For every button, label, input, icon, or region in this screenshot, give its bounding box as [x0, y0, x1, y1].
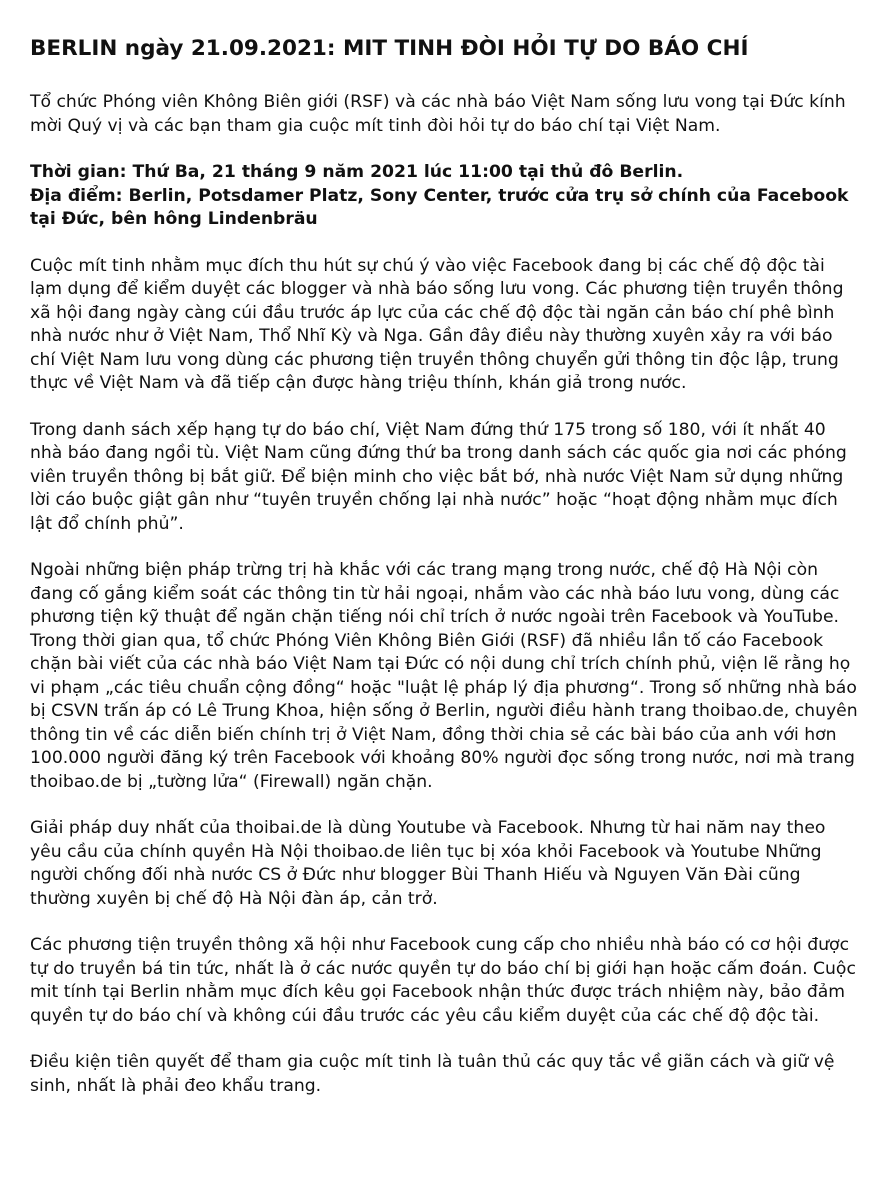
body-paragraph: Điều kiện tiên quyết để tham gia cuộc mít tinh là tuân thủ các quy tắc về giãn cách và giữ vệ sinh, nhất là phải đeo khẩu trang. — [30, 1052, 835, 1096]
body-paragraph: Trong danh sách xếp hạng tự do báo chí, Việt Nam đứng thứ 175 trong số 180, với ít nhất 40 nhà báo đang ngồi tù. Việt Nam cũng đứng thứ ba trong danh sách các quốc gia nơi các phóng viên truyền thông bị bắt giữ. Để biện minh cho việc bắt bớ, nhà nước Việt Nam sử dụng những lời cáo buộc giật gân như “tuyên truyền chống lại nhà nước” hoặc “hoạt động nhằm mục đích lật đổ chính phủ”. — [30, 419, 847, 534]
body-paragraph: Giải pháp duy nhất của thoibai.de là dùng Youtube và Facebook. Nhưng từ hai năm nay theo yêu cầu của chính quyền Hà Nội thoibao.de liên tục bị xóa khỏi Facebook và Youtube Những người chống đối nhà nước CS ở Đức như blogger Bùi Thanh Hiếu và Nguyen Văn Đài cũng thường xuyên bị chế độ Hà Nội đàn áp, cản trở. — [30, 818, 826, 909]
event-details — [30, 161, 860, 232]
event-place: Địa điểm: Berlin, Potsdamer Platz, Sony Center, trước cửa trụ sở chính của Facebook tại Đức, bên hông Lindenbräu — [30, 185, 849, 229]
document-title: BERLIN ngày 21.09.2021: MIT TINH ĐÒI HỎI TỰ DO BÁO CHÍ — [30, 36, 749, 61]
body-paragraph: Cuộc mít tinh nhằm mục đích thu hút sự chú ý vào việc Facebook đang bị các chế độ độc tài lạm dụng để kiểm duyệt các blogger và nhà báo sống lưu vong. Các phương tiện truyền thông xã hội đang ngày càng cúi đầu trước áp lực của các chế độ độc tài ngăn cản báo chí phê bình nhà nước như ở Việt Nam, Thổ Nhĩ Kỳ và Nga. Gần đây điều này thường xuyên xảy ra với báo chí Việt Nam lưu vong dùng các phương tiện truyền thông chuyển gửi thông tin độc lập, trung thực về Việt Nam và đã tiếp cận được hàng triệu thính, khán giả trong nước. — [30, 255, 844, 393]
body-paragraph: Các phương tiện truyền thông xã hội như Facebook cung cấp cho nhiều nhà báo có cơ hội được tự do truyền bá tin tức, nhất là ở các nước quyền tự do báo chí bị giới hạn hoặc cấm đoán. Cuộc mit tính tại Berlin nhằm mục đích kêu gọi Facebook nhận thức được trách nhiệm này, bảo đảm quyền tự do báo chí và không cúi đầu trước các yêu cầu kiểm duyệt của các chế độ độc tài. — [30, 935, 856, 1026]
intro-paragraph: Tổ chức Phóng viên Không Biên giới (RSF) và các nhà báo Việt Nam sống lưu vong tại Đức kính mời Quý vị và các bạn tham gia cuộc mít tinh đòi hỏi tự do báo chí tại Việt Nam. — [30, 92, 846, 136]
document-page — [30, 34, 860, 1121]
event-time: Thời gian: Thứ Ba, 21 tháng 9 năm 2021 lúc 11:00 tại thủ đô Berlin. — [30, 162, 684, 182]
body-paragraph: Ngoài những biện pháp trừng trị hà khắc với các trang mạng trong nước, chế độ Hà Nội còn đang cố gắng kiểm soát các thông tin từ hải ngoại, nhắm vào các nhà báo lưu vong, dùng các phương tiện kỹ thuật để ngăn chặn tiếng nói chỉ trích ở nước ngoài trên Facebook và YouTube. Trong thời gian qua, tổ chức Phóng Viên Không Biên Giới (RSF) đã nhiều lần tố cáo Facebook chặn bài viết của các nhà báo Việt Nam tại Đức có nội dung chỉ trích chính phủ, viện lẽ rằng họ vi phạm „các tiêu chuẩn cộng đồng“ hoặc "luật lệ pháp lý địa phương“. Trong số những nhà báo bị CSVN trấn áp có Lê Trung Khoa, hiện sống ở Berlin, người điều hành trang thoibao.de, chuyên thông tin về các diễn biến chính trị ở Việt Nam, đồng thời chia sẻ các bài báo của anh với hơn 100.000 người đăng ký trên Facebook với khoảng 80% người đọc sống trong nước, nơi mà trang thoibao.de bị „tường lửa“ (Firewall) ngăn chặn. — [30, 560, 858, 792]
